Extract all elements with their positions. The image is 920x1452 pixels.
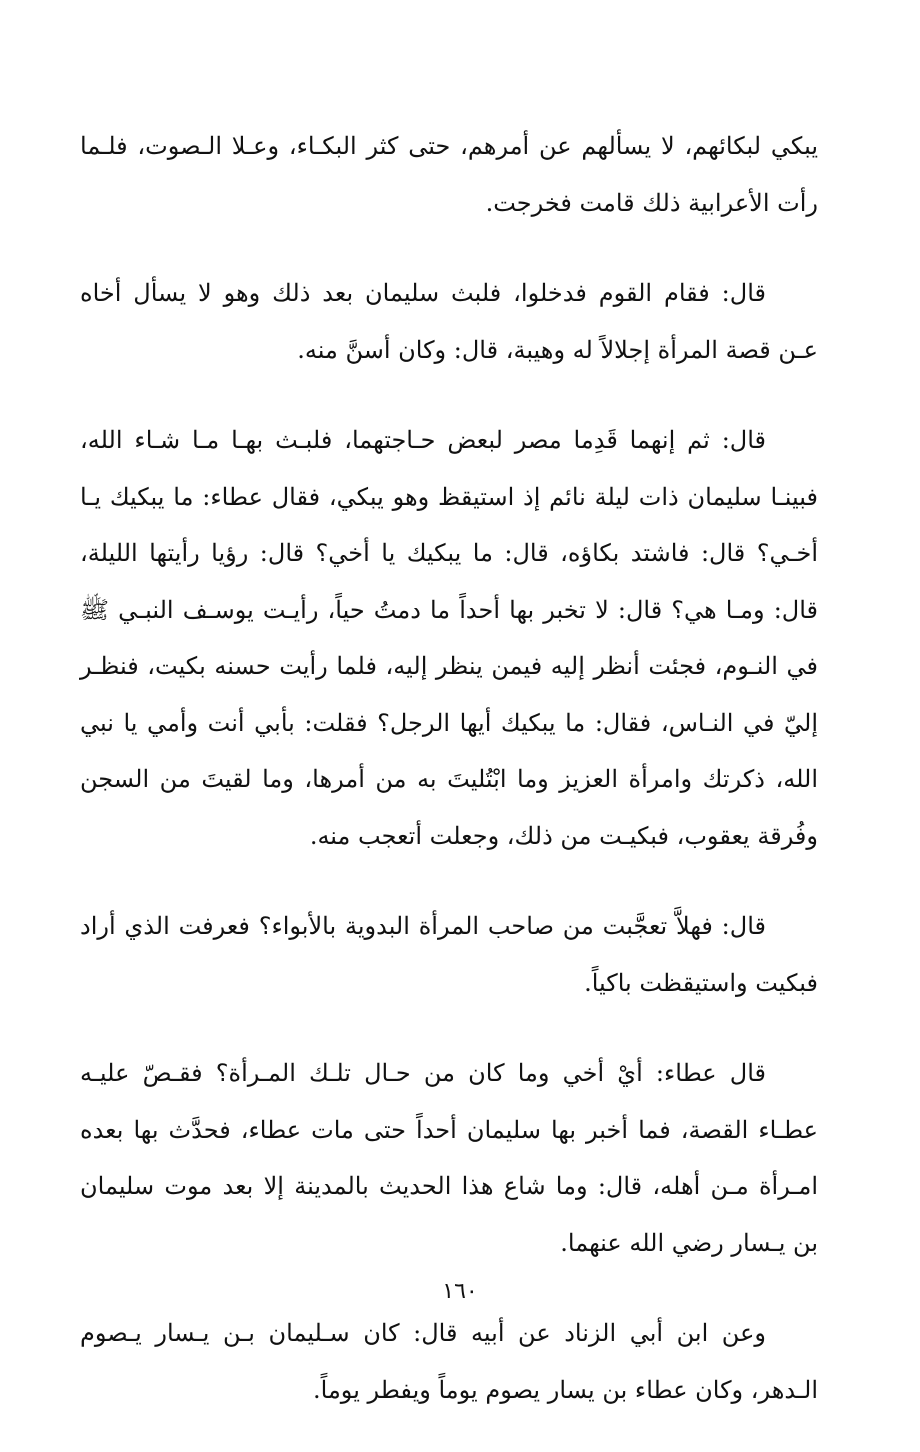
paragraph-2: قال: فقام القوم فدخلوا، فلبث سليمان بعد ذلك وهو لا يسأل أخاه عـن قصة المرأة إجلالاً له وهيبة، قال: وكان أسنَّ منه. xyxy=(80,279,818,364)
paragraph-1: يبكي لبكائهم، لا يسألهم عن أمرهم، حتى كثر البكـاء، وعـلا الـصوت، فلـما رأت الأعرابية ذلك قامت فخرجت. xyxy=(80,132,818,217)
paragraph-5: قال عطاء: أيْ أخي وما كان من حـال تلـك المـرأة؟ فقـصّ عليـه عطـاء القصة، فما أخبر بها سليمان أحداً حتى مات عطاء، فحدَّث بها بعده امـرأة مـن أهله، قال: وما شاع هذا الحديث بالمدينة إلا بعد موت سليمان بن يـسار رضي الله عنهما. xyxy=(80,1059,818,1257)
paragraph-3: قال: ثم إنهما قَدِما مصر لبعض حـاجتهما، فلبـث بهـا مـا شـاء الله، فبينـا سليمان ذات ليلة نائم إذ استيقظ وهو يبكي، فقال عطاء: ما يبكيك يـا أخـي؟ قال: فاشتد بكاؤه، قال: ما يبكيك يا أخي؟ قال: رؤيا رأيتها الليلة، قال: ومـا هي؟ قال: لا تخبر بها أحداً ما دمتُ حياً، رأيـت يوسـف النبـي ﷺ في النـوم، فجئت أنظر إليه فيمن ينظر إليه، فلما رأيت حسنه بكيت، فنظـر إليّ في النـاس، فقال: ما يبكيك أيها الرجل؟ فقلت: بأبي أنت وأمي يا نبي الله، ذكرتك وامرأة العزيز وما ابْتُليتَ به من أمرها، وما لقيتَ من السجن وفُرقة يعقوب، فبكيـت من ذلك، وجعلت أتعجب منه. xyxy=(80,426,819,850)
page-number: ١٦٠ xyxy=(442,1279,478,1304)
main-text xyxy=(80,118,818,1452)
paragraph-6: وعن ابن أبي الزناد عن أبيه قال: كان سـليمان بـن يـسار يـصوم الـدهر، وكان عطاء بن يسار يصوم يوماً ويفطر يوماً. xyxy=(80,1319,818,1404)
paragraph-4: قال: فهلاَّ تعجَّبت من صاحب المرأة البدوية بالأبواء؟ فعرفت الذي أراد فبكيت واستيقظت باكياً. xyxy=(80,912,818,997)
